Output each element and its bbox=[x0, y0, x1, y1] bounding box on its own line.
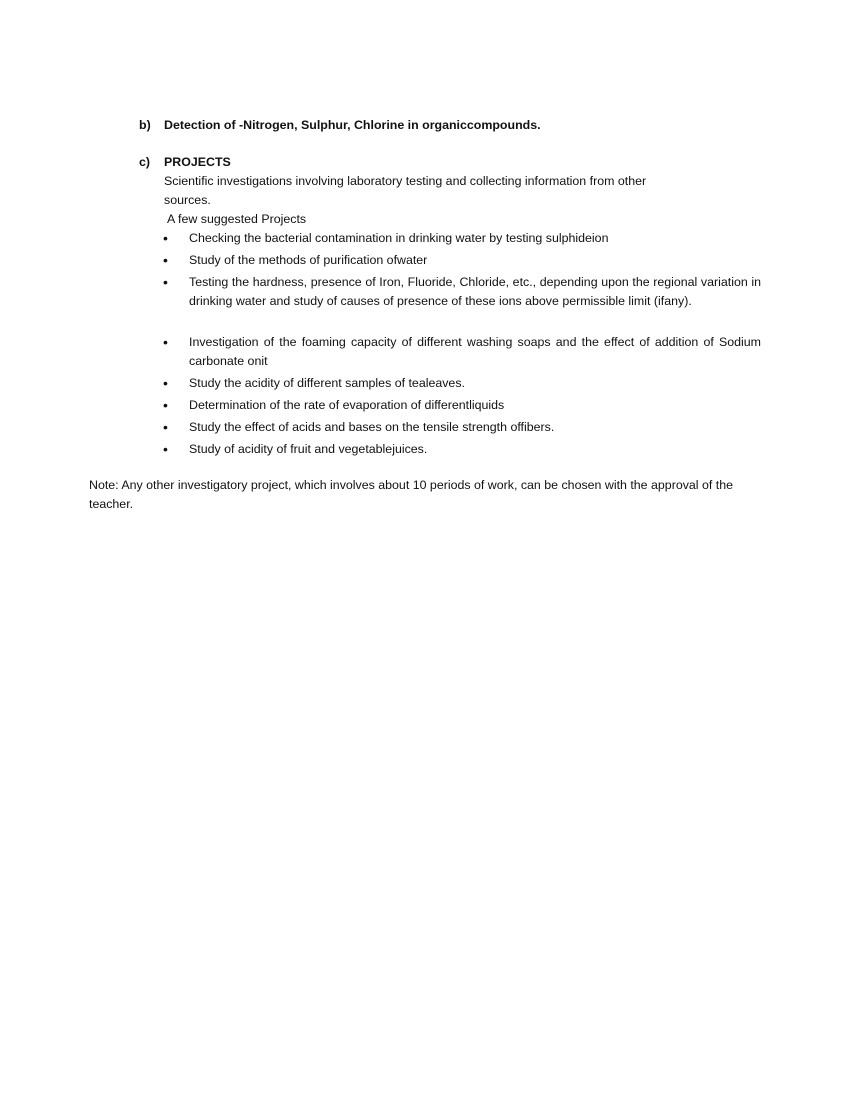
list-item: Checking the bacterial contamination in drinking water by testing sulphideion bbox=[189, 231, 609, 245]
list-item: Study of acidity of fruit and vegetablejuices. bbox=[189, 442, 428, 456]
note-paragraph: Note: Any other investigatory project, which involves about 10 periods of work, can be chosen with the approval of the teacher. bbox=[89, 478, 733, 511]
bullet-icon: • bbox=[163, 230, 168, 246]
section-c-marker: c) bbox=[139, 155, 151, 169]
bullet-icon: • bbox=[163, 274, 168, 290]
section-b-marker: b) bbox=[139, 118, 151, 132]
section-c-subheading: A few suggested Projects bbox=[167, 212, 307, 226]
bullet-icon: • bbox=[163, 441, 168, 457]
bullet-icon: • bbox=[163, 252, 168, 268]
section-c-intro-line1: Scientific investigations involving laboratory testing and collecting information from other bbox=[164, 174, 647, 188]
bullet-icon: • bbox=[163, 397, 168, 413]
list-item: Investigation of the foaming capacity of different washing soaps and the effect of addition of Sodium carbonate onit bbox=[189, 335, 761, 368]
bullet-icon: • bbox=[163, 419, 168, 435]
list-item: Study the effect of acids and bases on the tensile strength offibers. bbox=[189, 420, 555, 434]
bullet-icon: • bbox=[163, 334, 168, 350]
section-c-heading: PROJECTS bbox=[164, 155, 231, 169]
list-item: Determination of the rate of evaporation of differentliquids bbox=[189, 398, 505, 412]
section-c-intro-line2: sources. bbox=[164, 193, 211, 207]
list-item: Study of the methods of purification ofwater bbox=[189, 253, 428, 267]
list-item: Testing the hardness, presence of Iron, Fluoride, Chloride, etc., depending upon the regional variation in drinking water and study of causes of presence of these ions above permissible limit (ifany). bbox=[189, 275, 761, 308]
bullet-icon: • bbox=[163, 375, 168, 391]
list-item: Study the acidity of different samples of tealeaves. bbox=[189, 376, 465, 390]
section-b-text: Detection of -Nitrogen, Sulphur, Chlorine in organiccompounds. bbox=[164, 118, 541, 132]
